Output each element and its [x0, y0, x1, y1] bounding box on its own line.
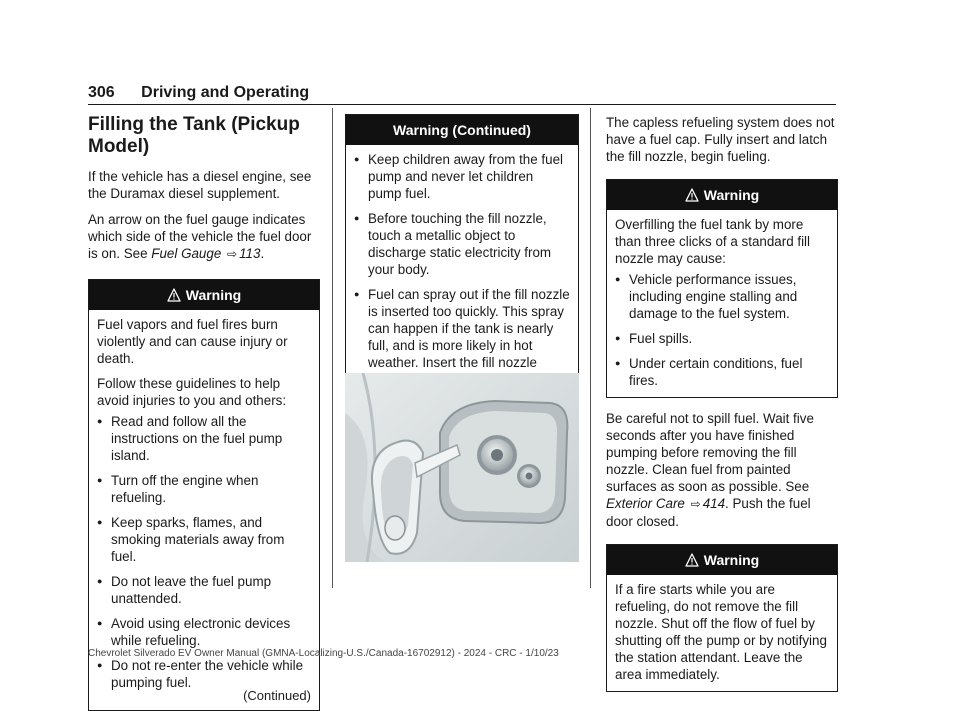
- list-item: ● Keep children away from the fuel pump and never let children pump fuel.: [354, 151, 570, 202]
- column-divider-1: [332, 108, 333, 588]
- list-item: ● Do not leave the fuel pump unattended.: [97, 573, 311, 607]
- page-header: [88, 84, 309, 102]
- fuel-gauge-period: .: [260, 246, 265, 261]
- list-item: ● Under certain conditions, fuel fires.: [615, 355, 829, 389]
- continued-label: (Continued): [243, 688, 311, 703]
- fuel-gauge-link-text: Fuel Gauge: [151, 246, 222, 261]
- list-item: ● Vehicle performance issues, including engine stalling and damage to the fuel system.: [615, 271, 829, 322]
- warning-header: [89, 280, 319, 310]
- page-ref-arrow-icon: ⇨: [227, 247, 238, 261]
- list-item: ● Avoid using electronic devices while refueling.: [97, 615, 311, 649]
- warning-title: Warning: [703, 187, 760, 203]
- warning-header: [607, 180, 837, 210]
- page-footer: Chevrolet Silverado EV Owner Manual (GMNA-Localizing-U.S./Canada-16702912) - 2024 - CRC - 1/10/23: [88, 648, 559, 659]
- list-item: ● Read and follow all the instructions on the fuel pump island.: [97, 413, 311, 464]
- fuel-gauge-page: 113: [239, 246, 261, 261]
- spill-text-end: . Push the fuel door closed.: [606, 496, 811, 529]
- spill-text: Be careful not to spill fuel. Wait five seconds after you have finished pumping before removing the fill nozzle. Clean fuel from painted surfaces as soon as possible. See: [606, 411, 814, 494]
- page-ref-arrow-icon: ⇨: [690, 497, 701, 511]
- warning-text: Overfilling the fuel tank by more than three clicks of a standard fill nozzle may cause:: [615, 217, 811, 266]
- capless-paragraph: The capless refueling system does not have a fuel cap. Fully insert and latch the fill nozzle, begin fueling.: [606, 115, 835, 164]
- warning-body: [607, 575, 837, 691]
- warning-triangle-icon: [685, 553, 699, 567]
- list-item: ● Keep sparks, flames, and smoking materials away from fuel.: [97, 514, 311, 565]
- exterior-care-link-text: Exterior Care: [606, 496, 685, 511]
- list-item: ● Turn off the engine when refueling.: [97, 472, 311, 506]
- warning-text: If a fire starts while you are refueling, do not remove the fill nozzle. Shut off the flow of fuel by shutting off the pump or by notifying the station attendant. Leave the area immediately.: [615, 582, 827, 682]
- warning-triangle-icon: [167, 288, 181, 302]
- page-number: 306: [88, 84, 115, 101]
- fuel-gauge-paragraph: [88, 211, 320, 263]
- column-divider-2: [590, 108, 591, 588]
- fuel-door-illustration: [345, 373, 579, 562]
- exterior-care-link[interactable]: [606, 496, 725, 511]
- warning-list: [615, 271, 829, 389]
- fuel-gauge-text: An arrow on the fuel gauge indicates which side of the vehicle the fuel door is on. See: [88, 212, 312, 261]
- warning-box-overfilling: [606, 179, 838, 398]
- list-item: ● Fuel spills.: [615, 330, 829, 347]
- exterior-care-page: 414: [702, 496, 726, 511]
- warning-box-fuel-vapors: [88, 279, 320, 711]
- warning-title: Warning: [703, 552, 760, 568]
- list-item: ● Fuel can spray out if the fill nozzle is inserted too quickly. This spray can happen if the tank is nearly full, and is more likely in hot weather. Insert the fill nozzle: [354, 286, 570, 422]
- section-heading: Filling the Tank (Pickup Model): [88, 114, 300, 157]
- list-item: ● Do not re-enter the vehicle while pumping fuel.: [97, 657, 311, 691]
- diesel-paragraph: If the vehicle has a diesel engine, see the Duramax diesel supplement.: [88, 169, 312, 201]
- fuel-gauge-link[interactable]: [151, 246, 260, 261]
- header-rule: [88, 104, 836, 105]
- warning-header: [607, 545, 837, 575]
- left-column: [88, 114, 320, 711]
- warning-text: Follow these guidelines to help avoid injuries to you and others:: [97, 376, 287, 408]
- list-item: ● Before touching the fill nozzle, touch a metallic object to discharge static electricity from your body.: [354, 210, 570, 278]
- warning-text: Fuel vapors and fuel fires burn violently and can cause injury or death.: [97, 317, 288, 366]
- warning-triangle-icon: [685, 188, 699, 202]
- right-column: [606, 114, 838, 692]
- warning-title: Warning: [185, 287, 242, 303]
- warning-body: [607, 210, 837, 397]
- warning-box-fire: [606, 544, 838, 692]
- spill-paragraph: [606, 410, 838, 530]
- section-title: Driving and Operating: [141, 84, 310, 101]
- warning-title: Warning (Continued): [393, 122, 531, 138]
- warning-header: [346, 115, 578, 145]
- fuel-door-photo: [345, 373, 579, 562]
